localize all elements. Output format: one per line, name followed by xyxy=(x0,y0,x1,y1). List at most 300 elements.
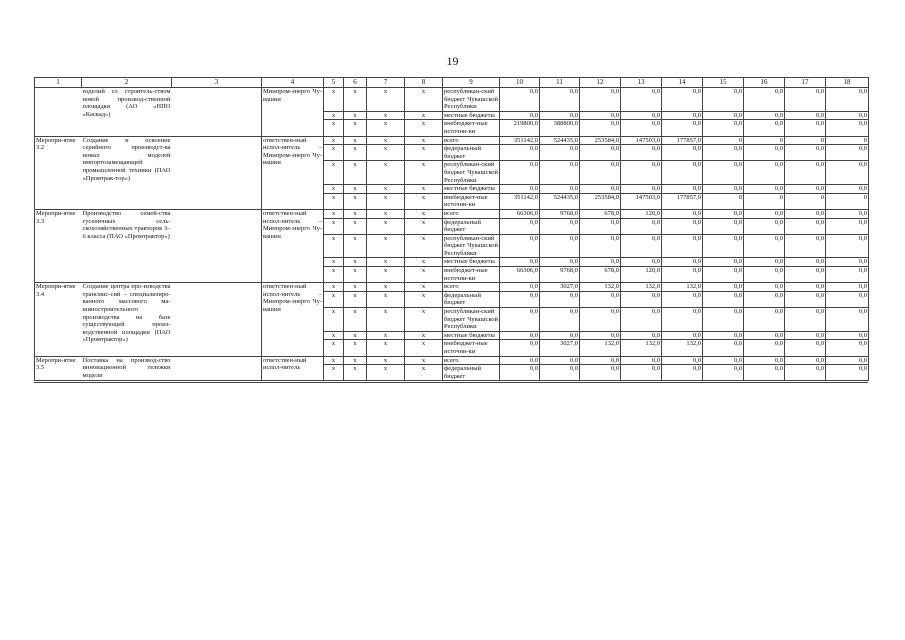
funding-value: 132,0 xyxy=(662,283,703,292)
budget-code-cell: x xyxy=(344,331,367,340)
funding-value: 0,0 xyxy=(785,234,826,258)
funding-value: 0,0 xyxy=(826,356,869,365)
funding-value: 132,0 xyxy=(580,283,621,292)
column-number: 14 xyxy=(662,78,703,88)
funding-value: 0,0 xyxy=(500,283,540,292)
funding-value: 678,0 xyxy=(580,267,621,283)
budget-code-cell: x xyxy=(367,331,405,340)
funding-value: 0,0 xyxy=(703,209,744,218)
funding-value: 177857,0 xyxy=(662,136,703,145)
budget-code-cell: x xyxy=(367,161,405,185)
funding-value: 0,0 xyxy=(580,331,621,340)
budget-code-cell: x xyxy=(405,308,443,332)
event-label: Меропри-ятие 3.3 xyxy=(35,209,82,282)
funding-value: 0,0 xyxy=(703,161,744,185)
budget-code-cell: x xyxy=(324,111,344,120)
funding-value: 0,0 xyxy=(703,356,744,365)
funding-value: 0,0 xyxy=(500,88,540,112)
funding-value: 0,0 xyxy=(744,308,785,332)
event-description: Производство семей-ства гусеничных сель-скохозяйственных тракторов 3–6 класса (ПАО «Промтрактор») xyxy=(82,209,172,282)
funding-value: 0,0 xyxy=(703,234,744,258)
budget-code-cell: x xyxy=(324,193,344,209)
event-description: Создание и освоение серийного производст-ва новых моделей импортозамещающей промышленной техники (ПАО «Промтрак-тор») xyxy=(82,136,172,209)
budget-code-cell: x xyxy=(324,145,344,161)
budget-code-cell: x xyxy=(367,111,405,120)
funding-value: 0,0 xyxy=(580,120,621,136)
funding-value: 0,0 xyxy=(785,258,826,267)
budget-code-cell: x xyxy=(367,234,405,258)
funding-value: 253584,0 xyxy=(580,136,621,145)
funding-value: 0,0 xyxy=(621,356,662,365)
budget-code-cell: x xyxy=(324,283,344,292)
event-blank-cell xyxy=(172,88,262,137)
budget-code-cell: x xyxy=(367,145,405,161)
budget-code-cell: x xyxy=(405,365,443,381)
funding-value: 0 xyxy=(744,193,785,209)
funding-value: 0,0 xyxy=(744,258,785,267)
budget-code-cell: x xyxy=(405,291,443,307)
funding-value: 132,0 xyxy=(580,340,621,356)
funding-value: 0,0 xyxy=(621,291,662,307)
budget-code-cell: x xyxy=(324,88,344,112)
funding-value: 0,0 xyxy=(662,185,703,194)
table-row xyxy=(35,283,869,292)
event-blank-cell xyxy=(172,209,262,282)
budget-code-cell: x xyxy=(405,218,443,234)
event-description: изделий со строитель-ством новой производ-ственной площадки (АО «НПО «Каскад») xyxy=(82,88,172,137)
funding-value: 0,0 xyxy=(662,234,703,258)
event-blank-cell xyxy=(172,356,262,381)
budget-code-cell: x xyxy=(367,308,405,332)
funding-value: 524435,0 xyxy=(540,193,580,209)
program-financing-table xyxy=(34,77,868,381)
funding-value: 351142,0 xyxy=(500,136,540,145)
event-label xyxy=(35,88,82,137)
budget-code-cell: x xyxy=(367,88,405,112)
funding-value: 0,0 xyxy=(580,356,621,365)
budget-code-cell: x xyxy=(344,283,367,292)
budget-code-cell: x xyxy=(324,258,344,267)
funding-value: 0,0 xyxy=(826,120,869,136)
funding-value: 0,0 xyxy=(621,234,662,258)
funding-value: 0,0 xyxy=(785,161,826,185)
funding-value: 0,0 xyxy=(744,120,785,136)
funding-value: 0,0 xyxy=(580,145,621,161)
funding-value: 0,0 xyxy=(500,331,540,340)
column-number: 17 xyxy=(785,78,826,88)
funding-value: 0,0 xyxy=(744,161,785,185)
table-row xyxy=(35,356,869,365)
funding-value: 0,0 xyxy=(662,331,703,340)
event-label: Меропри-ятие 3.2 xyxy=(35,136,82,209)
budget-code-cell: x xyxy=(344,136,367,145)
budget-code-cell: x xyxy=(367,185,405,194)
column-number: 4 xyxy=(262,78,324,88)
funding-value: 0,0 xyxy=(703,291,744,307)
funding-value: 0,0 xyxy=(785,356,826,365)
funding-source: республикан-ский бюджет Чувашской Республики xyxy=(444,308,498,331)
funding-value: 0,0 xyxy=(580,291,621,307)
funding-value: 0,0 xyxy=(826,88,869,112)
funding-value: 0,0 xyxy=(621,161,662,185)
funding-value: 0,0 xyxy=(744,356,785,365)
funding-value: 0,0 xyxy=(662,161,703,185)
budget-code-cell: x xyxy=(367,291,405,307)
budget-code-cell: x xyxy=(344,365,367,381)
funding-value: 0,0 xyxy=(500,218,540,234)
funding-value: 0,0 xyxy=(703,340,744,356)
column-number: 6 xyxy=(344,78,367,88)
funding-value: 0,0 xyxy=(826,267,869,283)
bottom-rule xyxy=(34,382,868,383)
funding-value: 0,0 xyxy=(744,331,785,340)
funding-value: 0,0 xyxy=(500,258,540,267)
funding-value: 524435,0 xyxy=(540,136,580,145)
funding-value: 0,0 xyxy=(744,111,785,120)
funding-value: 0,0 xyxy=(580,234,621,258)
funding-value: 0,0 xyxy=(826,291,869,307)
funding-source: республикан-ский бюджет Чувашской Республики xyxy=(444,234,498,257)
column-number: 2 xyxy=(82,78,172,88)
funding-value: 0 xyxy=(744,136,785,145)
funding-value: 120,0 xyxy=(621,267,662,283)
budget-code-cell: x xyxy=(344,120,367,136)
funding-value: 0,0 xyxy=(540,185,580,194)
funding-value: 0,0 xyxy=(662,209,703,218)
funding-value: 0,0 xyxy=(662,308,703,332)
funding-source: местные бюджеты xyxy=(443,258,500,267)
funding-value: 0 xyxy=(785,136,826,145)
funding-source: федеральный бюджет xyxy=(443,291,500,307)
funding-value: 132,0 xyxy=(621,283,662,292)
funding-value: 0,0 xyxy=(621,308,662,332)
funding-value: 0,0 xyxy=(540,234,580,258)
funding-value: 0,0 xyxy=(703,185,744,194)
funding-value: 0,0 xyxy=(621,331,662,340)
budget-code-cell: x xyxy=(344,185,367,194)
budget-code-cell: x xyxy=(344,111,367,120)
table-row xyxy=(35,88,869,112)
budget-code-cell: x xyxy=(344,291,367,307)
funding-value: 0,0 xyxy=(785,145,826,161)
budget-code-cell: x xyxy=(367,120,405,136)
funding-value: 0 xyxy=(826,136,869,145)
budget-code-cell: x xyxy=(344,258,367,267)
funding-value: 388800,0 xyxy=(540,120,580,136)
budget-code-cell: x xyxy=(344,88,367,112)
responsible-executor: Минпром-энерго Чу-вашии xyxy=(262,88,324,137)
budget-code-cell: x xyxy=(344,218,367,234)
column-number: 1 xyxy=(35,78,82,88)
funding-value: 0,0 xyxy=(826,365,869,381)
funding-value: 0,0 xyxy=(662,145,703,161)
funding-value: 0,0 xyxy=(826,161,869,185)
funding-value: 0,0 xyxy=(500,365,540,381)
funding-source: внебюджет-ные источни-ки xyxy=(443,267,500,283)
funding-value: 0,0 xyxy=(826,308,869,332)
funding-value: 0,0 xyxy=(785,111,826,120)
budget-code-cell: x xyxy=(405,88,443,112)
budget-code-cell: x xyxy=(344,356,367,365)
funding-value: 0,0 xyxy=(500,145,540,161)
funding-value: 0,0 xyxy=(540,308,580,332)
funding-value: 0,0 xyxy=(826,283,869,292)
funding-value: 0,0 xyxy=(580,258,621,267)
budget-code-cell: x xyxy=(324,291,344,307)
funding-value: 0,0 xyxy=(785,218,826,234)
funding-value: 0,0 xyxy=(826,331,869,340)
page-number: 19 xyxy=(446,54,459,68)
budget-code-cell: x xyxy=(367,267,405,283)
budget-code-cell: x xyxy=(367,356,405,365)
funding-value: 351142,0 xyxy=(500,193,540,209)
funding-value: 0,0 xyxy=(785,267,826,283)
funding-value: 0,0 xyxy=(703,218,744,234)
funding-value: 9768,0 xyxy=(540,267,580,283)
budget-code-cell: x xyxy=(367,283,405,292)
responsible-executor: ответствен-ный испол-нитель – Минпром-энерго Чу-вашии xyxy=(262,283,324,356)
funding-value: 0,0 xyxy=(540,145,580,161)
budget-code-cell: x xyxy=(324,120,344,136)
event-label: Меропри-ятие 3.5 xyxy=(35,356,82,381)
funding-value: 0,0 xyxy=(500,291,540,307)
budget-code-cell: x xyxy=(405,185,443,194)
funding-source: всего xyxy=(443,136,500,145)
funding-value: 3027,0 xyxy=(540,340,580,356)
budget-code-cell: x xyxy=(324,331,344,340)
funding-value: 0,0 xyxy=(785,185,826,194)
funding-value: 0 xyxy=(703,193,744,209)
funding-value: 0,0 xyxy=(744,218,785,234)
budget-code-cell: x xyxy=(344,193,367,209)
funding-value: 0,0 xyxy=(662,365,703,381)
funding-value: 0,0 xyxy=(540,331,580,340)
funding-value: 0,0 xyxy=(500,234,540,258)
funding-value: 0,0 xyxy=(540,365,580,381)
funding-value: 0,0 xyxy=(500,356,540,365)
funding-value: 0,0 xyxy=(540,111,580,120)
funding-value: 0,0 xyxy=(662,88,703,112)
funding-value: 0,0 xyxy=(580,185,621,194)
budget-code-cell: x xyxy=(367,218,405,234)
budget-code-cell: x xyxy=(405,258,443,267)
funding-value: 0,0 xyxy=(826,234,869,258)
funding-source: республикан-ский бюджет Чувашской Республики xyxy=(444,161,498,184)
event-blank-cell xyxy=(172,283,262,356)
funding-value: 0 xyxy=(703,136,744,145)
funding-value: 0,0 xyxy=(662,267,703,283)
funding-source: местные бюджеты xyxy=(443,111,500,120)
funding-value: 147503,0 xyxy=(621,193,662,209)
funding-value: 0,0 xyxy=(580,88,621,112)
funding-value: 0,0 xyxy=(744,145,785,161)
event-label: Меропри-ятие 3.4 xyxy=(35,283,82,356)
responsible-executor: ответствен-ный испол-нитель xyxy=(262,356,324,381)
funding-value: 0,0 xyxy=(580,161,621,185)
funding-value: 0,0 xyxy=(785,88,826,112)
funding-source: всего xyxy=(443,356,500,365)
funding-value: 0,0 xyxy=(744,185,785,194)
budget-code-cell: x xyxy=(344,161,367,185)
funding-source: федеральный бюджет xyxy=(443,365,500,381)
funding-value: 0,0 xyxy=(580,218,621,234)
funding-value: 0,0 xyxy=(500,111,540,120)
funding-value: 0,0 xyxy=(703,283,744,292)
budget-code-cell: x xyxy=(324,161,344,185)
column-number: 13 xyxy=(621,78,662,88)
funding-value: 0,0 xyxy=(621,88,662,112)
budget-code-cell: x xyxy=(344,267,367,283)
budget-code-cell: x xyxy=(367,209,405,218)
budget-code-cell: x xyxy=(367,365,405,381)
budget-code-cell: x xyxy=(324,365,344,381)
funding-value: 3027,0 xyxy=(540,283,580,292)
budget-code-cell: x xyxy=(367,193,405,209)
column-number: 11 xyxy=(540,78,580,88)
funding-value: 0,0 xyxy=(621,185,662,194)
funding-value: 177857,0 xyxy=(662,193,703,209)
funding-value: 0,0 xyxy=(826,340,869,356)
funding-source: внебюджет-ные источни-ки xyxy=(443,193,500,209)
funding-value: 147503,0 xyxy=(621,136,662,145)
budget-code-cell: x xyxy=(324,234,344,258)
budget-code-cell: x xyxy=(405,120,443,136)
funding-value: 0 xyxy=(826,193,869,209)
column-number: 18 xyxy=(826,78,869,88)
funding-value: 0,0 xyxy=(785,283,826,292)
funding-value: 253584,0 xyxy=(580,193,621,209)
budget-code-cell: x xyxy=(324,185,344,194)
budget-code-cell: x xyxy=(324,267,344,283)
funding-source: местные бюджеты xyxy=(443,331,500,340)
funding-value: 0,0 xyxy=(826,209,869,218)
funding-value: 0,0 xyxy=(744,88,785,112)
budget-code-cell: x xyxy=(344,340,367,356)
budget-code-cell: x xyxy=(405,331,443,340)
funding-source: местные бюджеты xyxy=(443,185,500,194)
funding-value: 0,0 xyxy=(744,267,785,283)
table-row xyxy=(35,136,869,145)
funding-value: 132,0 xyxy=(621,340,662,356)
funding-value: 0,0 xyxy=(540,88,580,112)
budget-code-cell: x xyxy=(324,356,344,365)
funding-value: 0,0 xyxy=(500,185,540,194)
funding-value: 0,0 xyxy=(662,120,703,136)
funding-value: 0,0 xyxy=(703,267,744,283)
event-description: Поставка на производ-ство инновационной тележки модели xyxy=(82,356,172,381)
column-number: 9 xyxy=(443,78,500,88)
funding-value: 0,0 xyxy=(785,209,826,218)
budget-code-cell: x xyxy=(405,340,443,356)
event-description: Создание центра про-изводства трансмис-сий – специализиро-ванного массового ма-шиностроительного производства на базе существующей произ-водственной площадки (ПАО «Промтрактор») xyxy=(82,283,172,356)
funding-value: 219800,0 xyxy=(500,120,540,136)
funding-value: 0,0 xyxy=(580,111,621,120)
budget-code-cell: x xyxy=(405,136,443,145)
funding-value: 0,0 xyxy=(785,120,826,136)
funding-value: 0,0 xyxy=(500,308,540,332)
funding-value: 0,0 xyxy=(540,258,580,267)
budget-code-cell: x xyxy=(324,308,344,332)
budget-code-cell: x xyxy=(405,145,443,161)
budget-code-cell: x xyxy=(344,209,367,218)
funding-value: 0,0 xyxy=(744,209,785,218)
table-body xyxy=(35,88,869,381)
funding-value: 0,0 xyxy=(580,308,621,332)
funding-value: 0,0 xyxy=(826,185,869,194)
funding-value: 0,0 xyxy=(703,331,744,340)
funding-source: всего xyxy=(443,209,500,218)
funding-value: 0,0 xyxy=(662,356,703,365)
responsible-executor: ответствен-ный испол-нитель – Минпром-энерго Чу-вашии xyxy=(262,136,324,209)
budget-code-cell: x xyxy=(344,234,367,258)
funding-source: всего xyxy=(443,283,500,292)
column-number: 16 xyxy=(744,78,785,88)
budget-code-cell: x xyxy=(405,267,443,283)
column-number: 3 xyxy=(172,78,262,88)
funding-value: 9768,0 xyxy=(540,209,580,218)
funding-value: 0,0 xyxy=(785,340,826,356)
funding-value: 0,0 xyxy=(703,365,744,381)
funding-value: 0,0 xyxy=(621,258,662,267)
funding-value: 0,0 xyxy=(500,340,540,356)
funding-value: 0,0 xyxy=(540,161,580,185)
funding-source: федеральный бюджет xyxy=(443,218,500,234)
budget-code-cell: x xyxy=(405,193,443,209)
column-number: 12 xyxy=(580,78,621,88)
funding-value: 0,0 xyxy=(785,365,826,381)
funding-value: 0,0 xyxy=(500,161,540,185)
funding-value: 0,0 xyxy=(744,365,785,381)
funding-value: 66306,0 xyxy=(500,267,540,283)
funding-value: 0,0 xyxy=(703,120,744,136)
funding-value: 0,0 xyxy=(540,291,580,307)
budget-code-cell: x xyxy=(367,340,405,356)
funding-value: 0,0 xyxy=(621,120,662,136)
column-number: 8 xyxy=(405,78,443,88)
funding-value: 0 xyxy=(785,193,826,209)
funding-value: 0,0 xyxy=(785,331,826,340)
budget-code-cell: x xyxy=(405,234,443,258)
funding-value: 0,0 xyxy=(785,291,826,307)
funding-value: 0,0 xyxy=(826,111,869,120)
funding-value: 120,0 xyxy=(621,209,662,218)
column-number: 10 xyxy=(500,78,540,88)
column-number: 7 xyxy=(367,78,405,88)
funding-value: 66306,0 xyxy=(500,209,540,218)
budget-code-cell: x xyxy=(324,218,344,234)
budget-code-cell: x xyxy=(324,340,344,356)
budget-code-cell: x xyxy=(344,308,367,332)
funding-value: 0,0 xyxy=(826,145,869,161)
funding-source: федеральный бюджет xyxy=(443,145,500,161)
budget-code-cell: x xyxy=(405,283,443,292)
funding-value: 0,0 xyxy=(744,340,785,356)
funding-value: 0,0 xyxy=(621,145,662,161)
funding-value: 0,0 xyxy=(703,88,744,112)
funding-value: 0,0 xyxy=(621,218,662,234)
funding-value: 0,0 xyxy=(540,218,580,234)
funding-value: 0,0 xyxy=(580,365,621,381)
budget-code-cell: x xyxy=(405,161,443,185)
funding-value: 0,0 xyxy=(662,111,703,120)
funding-value: 0,0 xyxy=(785,308,826,332)
funding-value: 0,0 xyxy=(662,291,703,307)
funding-value: 0,0 xyxy=(744,234,785,258)
funding-value: 0,0 xyxy=(703,145,744,161)
funding-value: 0,0 xyxy=(703,111,744,120)
funding-value: 0,0 xyxy=(662,218,703,234)
funding-value: 0,0 xyxy=(703,258,744,267)
